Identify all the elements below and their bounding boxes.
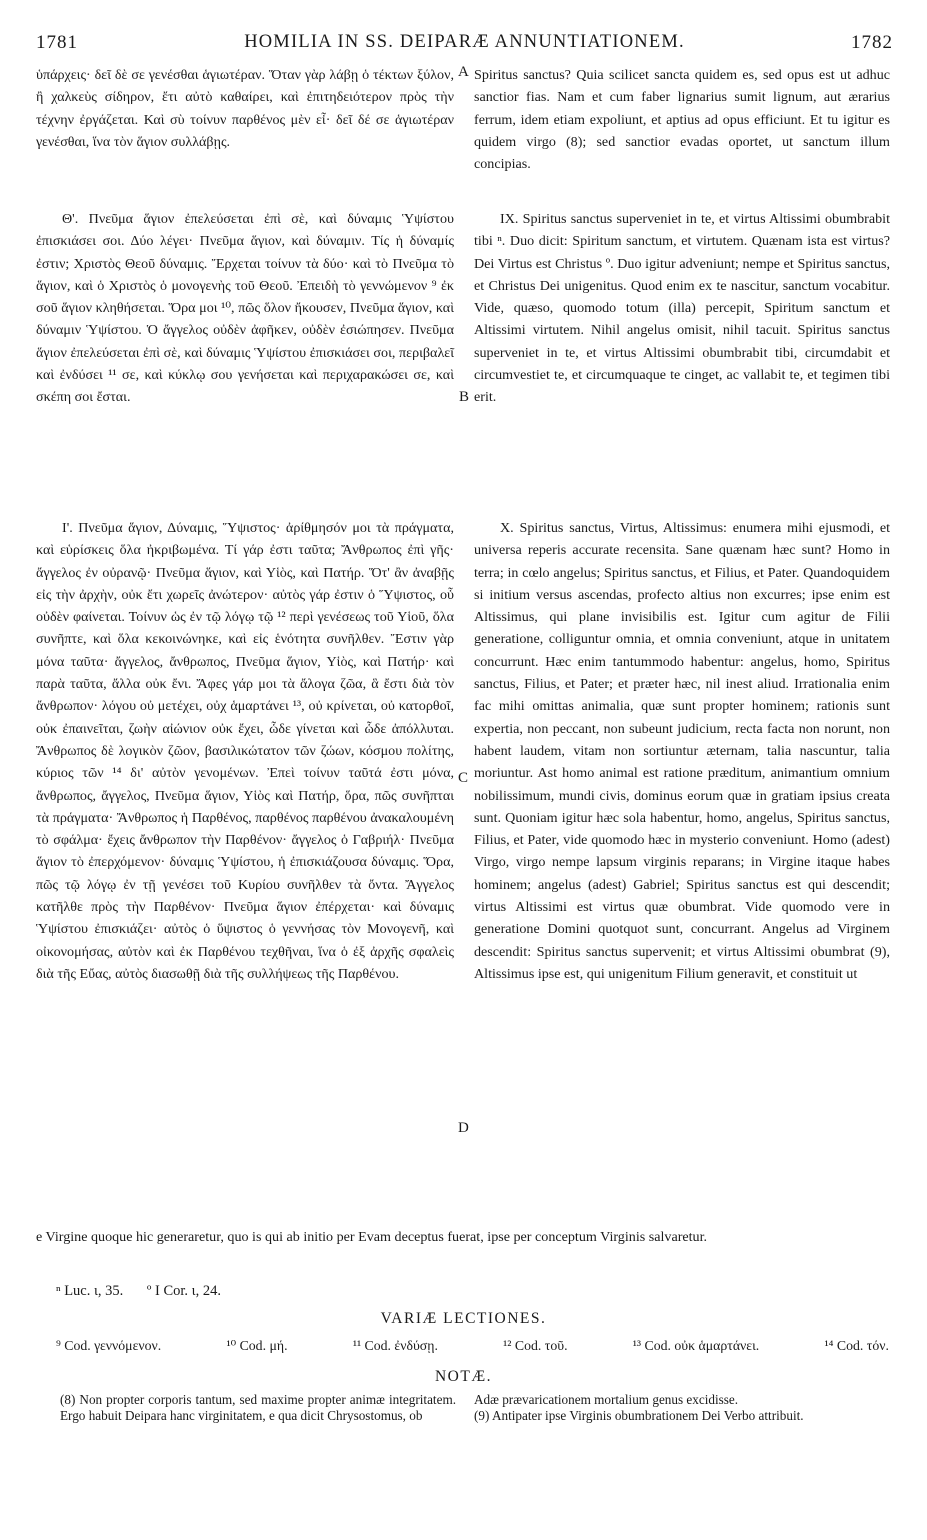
margin-letter-a: A — [458, 64, 469, 80]
page-number-left: 1781 — [36, 32, 78, 53]
note-column-left — [60, 1392, 456, 1423]
margin-letter-d: D — [458, 1120, 469, 1136]
note-text: (8) Non propter corporis tantum, sed maxime propter animæ integritatem. Ergo habuit Deipara hanc virginitatem, e qua dicit Chrysostomus, ob — [60, 1392, 456, 1423]
greek-paragraph-1 — [36, 64, 454, 153]
latin-paragraph-2 — [474, 208, 890, 409]
scripture-references — [56, 1283, 241, 1300]
latin-text: Spiritus sanctus? Quia scilicet sancta quidem es, sed opus est ut adhuc sanctior fias. Nam et cum faber lignarius sumit lignum, aut ærarius ferrum, idem etiam expoliunt, et aptius ad opus efficiunt. Et tu igitur es quidem virgo (8); sed sanctior evadas oportet, ut sanctum illum concipias. — [474, 67, 890, 173]
latin-text: IX. Spiritus sanctus superveniet in te, et virtus Altissimi obumbrabit tibi ⁿ. Duo dicit: Spiritum sanctum, et virtutem. Quænam ista est virtus? Dei Virtus est Christus º. Duo igitur adveniunt; nempe et Spiritus sanctus, et Christus Dei unigenitus. Quod enim ex te nascitur, sanctum vocabitur. Vide, quæso, quomodo totum (illa) percepit, Spiritum sanctum et Altissimi virtutem. Nihil angelus omisit, nihil tacuit. Spiritus sanctus superveniet in te, et virtus Altissimi obumbrabit tibi, circumdabit et circumvestiet te, et circumquaque te cinget, ac vallabit te, et tegimen tibi erit. — [474, 211, 890, 406]
variant-reading: ¹¹ Cod. ἐνδύσῃ. — [352, 1338, 438, 1353]
latin-text: e Virgine quoque hic generaretur, quo is qui ab initio per Evam deceptus fuerat, ipse per conceptum Virginis salvaretur. — [36, 1229, 708, 1245]
greek-text: Θ'. Πνεῦμα ἅγιον ἐπελεύσεται ἐπὶ σὲ, καὶ δύναμις Ὑψίστου ἐπισκιάσει σοι. Δύο λέγει· Πνεῦμα ἅγιον, καὶ δύναμιν. Τίς ἡ δύναμίς ἐστιν; Χριστὸς Θεοῦ δύναμις. Ἔρχεται τοίνυν τὰ δύο· καὶ τὸ Πνεῦμα τὸ ἅγιον, καὶ ὁ Χριστὸς ὁ μονογενὴς τοῦ Θεοῦ. Ἐπειδὴ τὸ γεννώμενον ⁹ ἐκ σοῦ ἅγιον κληθήσεται. Ὅρα μοι ¹⁰, πῶς ὅλον ἤκουσεν, Πνεῦμα ἅγιον, καὶ δύναμιν Ὑψίστου. Ὁ ἄγγελος οὐδὲν ἀφῆκεν, οὐδὲν ἐσιώπησεν. Πνεῦμα ἅγιον ἐπελεύσεται ἐπὶ σὲ, καὶ δύναμις Ὑψίστου ἐπισκιάσει σοι, περιβαλεῖ καὶ ἐνδύσει ¹¹ σε, καὶ κύκλῳ σου γενήσεται καὶ περιχαρακώσει σε, καὶ σκέπη σοι ἔσται. — [36, 211, 454, 406]
latin-text: X. Spiritus sanctus, Virtus, Altissimus: enumera mihi ejusmodi, et universa reperis accurate recensita. Sane quænam hæc sunt? Homo in terra; in cœlo angelus; Spiritus sanctus, et Filius, et Pater. Quandoquidem si initium versus ascendas, profecto altius non excurres; ipse enim est Altissimus, qui plane invisibilis est. Igitur cum agitur de Filii generatione, colliguntur omnia, et omnia conveniunt, atque in unitatem concurrunt. Hæc enim tantummodo habentur: angelus, homo, Spiritus sanctus, Filius, et Pater; et præter hæc, nil inest aliud. Irrationalia enim fac mihi omittas animalia, quæ sunt propter hominem; rationis sunt expertia, non peccant, non subeunt judicium, recta facta non norunt, non habent laudem, vitam non sortiuntur æternam, talia nascuntur, talia moriuntur. Ast homo animal est ratione præditum, animantium omnium nobilissimum, mundi civis, dominus eorum quæ in gratiam ipsius creata sunt. Quoniam igitur hæc sola habentur, homo, angelus, Spiritus sanctus, Filius, et Pater, vide quomodo hæc in mysterio conveniunt. Homo (adest) Virgo, virgo nempe lapsum virginis reparans; in Virgine itaque habes hominem; angelus (adest) Gabriel; Spiritus sanctus est qui descendit; virtus Altissimi est virtus quæ obumbrat. Vide quomodo vere in generatione Domini quotquot sunt, concurrant. Angelus ad Virginem descendit: Spiritus sanctus supervenit; et virtus Altissimi obumbrat (9), Altissimus ipse est, qui unigenitum Filium generavit, et constituit ut — [474, 520, 890, 982]
notae-heading: NOTÆ. — [434, 1368, 492, 1385]
margin-letter-c: C — [458, 770, 469, 786]
running-header — [36, 32, 893, 56]
variant-reading: ¹² Cod. τοῦ. — [503, 1338, 568, 1353]
margin-letter-b: B — [459, 389, 470, 405]
reference: ⁿ Luc. ι, 35. — [56, 1283, 124, 1299]
running-title: HOMILIA IN SS. DEIPARÆ ANNUNTIATIONEM. — [244, 32, 685, 52]
variae-lectiones-list — [56, 1338, 889, 1354]
variae-lectiones-heading: VARIÆ LECTIONES. — [380, 1310, 547, 1327]
latin-continuation — [36, 1226, 890, 1248]
greek-text: Ι'. Πνεῦμα ἅγιον, Δύναμις, Ὕψιστος· ἀρίθμησόν μοι τὰ πράγματα, καὶ εὑρίσκεις ὅλα ἠκριβωμένα. Τί γάρ ἐστι ταῦτα; Ἄνθρωπος ἐπὶ γῆς· ἄγγελος ἐν οὐρανῷ· Πνεῦμα ἅγιον, καὶ Υἱὸς, καὶ Πατήρ. Ὅτ' ἂν ἀναβῇς εἰς τὴν ἀρχὴν, οὐκ ἔτι χωρεῖς ἀνώτερον· αὐτὸς γάρ ἐστιν ὁ Ὕψιστος, οὗ οὐδὲν φαίνεται. Τοίνυν ὡς ἐν τῷ λόγῳ τῷ ¹² περὶ γενέσεως τοῦ Υἱοῦ, ὅλα συνῆπτε, καὶ ὅλα κεκοινώνηκε, καὶ εἰς ἑνότητα συνῆλθεν. Ἔστιν γὰρ μόνα ταῦτα· ἄγγελος, ἄνθρωπος, Πνεῦμα ἅγιον, Υἱὸς, καὶ Πατήρ· καὶ παρὰ ταῦτα, ἄλλα οὐκ ἔνι. Ἄφες γάρ μοι τὰ ἄλογα ζῶα, ἃ ἔστι διὰ τὸν ἄνθρωπον· λόγου οὐ μετέχει, οὐχ ἁμαρτάνει ¹³, οὐ κρίνεται, οὐ κατορθοῖ, οὐκ ἐπαινεῖται, ζωὴν αἰώνιον οὐκ ἔχει, ὧδε γίνεται καὶ ὧδε ἀπόλλυται. Ἄνθρωπος δὲ λογικὸν ζῶον, βασιλικώτατον τῶν ζώων, κόσμου πολίτης, κύριος τῶν ¹⁴ δι' αὐτὸν γενομένων. Ἐπεὶ τοίνυν ταῦτά ἐστι μόνα, ἄνθρωπος, ἄγγελος, Πνεῦμα ἅγιον, Υἱὸς καὶ Πατήρ, ὅρα, πῶς συνῆπται τὰ πράγματα· Ἄνθρωπος ἡ Παρθένος, παρθένος παρθένου ἀνακαλουμένη τὸ σφάλμα· ἔχεις ἄνθρωπον τὴν Παρθένον· ἄγγελος ὁ Γαβριήλ· Πνεῦμα ἅγιον τὸ ἐπερχόμενον· δύναμις Ὑψίστου, ἡ ἐπισκιάζουσα δύναμις. Ὅρα, πῶς τῷ λόγῳ ἐν τῇ γενέσει τοῦ Κυρίου συνῆλθεν τὰ ὄντα. Ἄγγελος κατῆλθε πρὸς τὴν Παρθένον· Πνεῦμα ἅγιον ἐπέρχεται· καὶ δύναμις Ὑψίστου ἐπισκιάζει· αὐτὸς ὁ ὕψιστος ὁ γεννήσας τὸν Μονογενῆ, καὶ οἰκονομήσας, αὐτὸν καὶ ἐκ Παρθένου τεχθῆναι, ἵνα ὁ ἐξ ἀρχῆς σφαλεὶς διὰ τῆς Εὔας, αὐτὸς διασωθῇ διὰ τῆς συλλήψεως τῆς Παρθένου. — [36, 520, 454, 982]
variant-reading: ¹⁴ Cod. τόν. — [824, 1338, 889, 1353]
greek-text: ὑπάρχεις· δεῖ δὲ σε γενέσθαι ἁγιωτέραν. Ὅταν γὰρ λάβῃ ὁ τέκτων ξύλον, ἢ χαλκεὺς σίδηρον, ἔτι αὐτὸ καθαίρει, καὶ ἐπιτηδειότερον πρὸς τὴν τέχνην ἐργάζεται. Καὶ σὺ τοίνυν παρθένος μὲν εἶ· δεῖ δέ σε ἁγιωτέραν γενέσθαι, ἵνα τὸν ἅγιον συλλάβῃς. — [36, 67, 454, 150]
page-number-right: 1782 — [851, 32, 893, 53]
variant-reading: ¹⁰ Cod. μή. — [226, 1338, 288, 1353]
variant-reading: ⁹ Cod. γεννόμενον. — [56, 1338, 162, 1353]
latin-paragraph-3 — [474, 517, 890, 985]
note-text: (9) Antipater ipse Virginis obumbrationem Dei Verbo attribuit. — [474, 1407, 804, 1423]
note-column-right — [474, 1392, 890, 1423]
note-text: Adæ prævaricationem mortalium genus excidisse. — [474, 1392, 739, 1407]
greek-paragraph-2 — [36, 208, 454, 409]
reference: º I Cor. ι, 24. — [146, 1283, 221, 1299]
greek-paragraph-3 — [36, 517, 454, 985]
latin-paragraph-1 — [474, 64, 890, 175]
variant-reading: ¹³ Cod. οὐκ ἁμαρτάνει. — [632, 1338, 760, 1353]
